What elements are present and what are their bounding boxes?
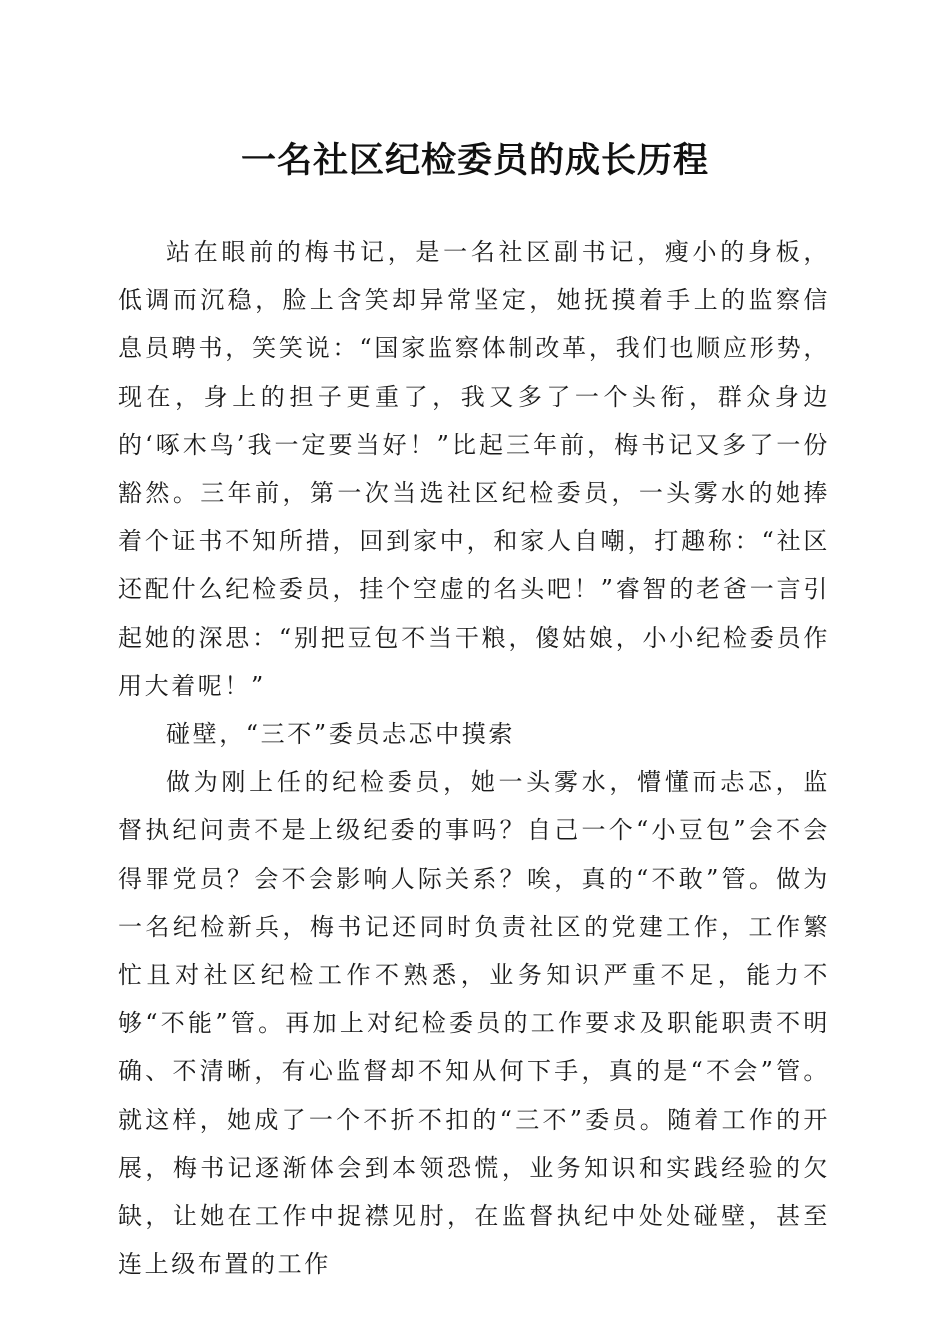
section-heading: 碰壁，“三不”委员忐忑中摸索 xyxy=(166,720,515,749)
document-body xyxy=(118,228,830,1288)
paragraph-intro: 站在眼前的梅书记，是一名社区副书记，瘦小的身板，低调而沉稳，脸上含笑却异常坚定，她抚摸着手上的监察信息员聘书，笑笑说：“国家监察体制改革，我们也顺应形势，现在，身上的担子更重了，我又多了一个头衔，群众身边的‘啄木鸟’我一定要当好！”比起三年前，梅书记又多了一份豁然。三年前，第一次当选社区纪检委员，一头雾水的她捧着个证书不知所措，回到家中，和家人自嘲，打趣称：“社区还配什么纪检委员，挂个空虚的名头吧！”睿智的老爸一言引起她的深思：“别把豆包不当干粮，傻姑娘，小小纪检委员作用大着呢！” xyxy=(118,238,830,700)
document-title: 一名社区纪检委员的成长历程 xyxy=(240,140,709,181)
paragraph-section-1: 做为刚上任的纪检委员，她一头雾水，懵懂而忐忑，监督执纪问责不是上级纪委的事吗？自己一个“小豆包”会不会得罪党员？会不会影响人际关系？唉，真的“不敢”管。做为一名纪检新兵，梅书记还同时负责社区的党建工作，工作繁忙且对社区纪检工作不熟悉，业务知识严重不足，能力不够“不能”管。再加上对纪检委员的工作要求及职能职责不明确、不清晰，有心监督却不知从何下手，真的是“不会”管。就这样，她成了一个不折不扣的“三不”委员。随着工作的开展，梅书记逐渐体会到本领恐慌，业务知识和实践经验的欠缺，让她在工作中捉襟见肘，在监督执纪中处处碰壁，甚至连上级布置的工作 xyxy=(118,768,830,1279)
